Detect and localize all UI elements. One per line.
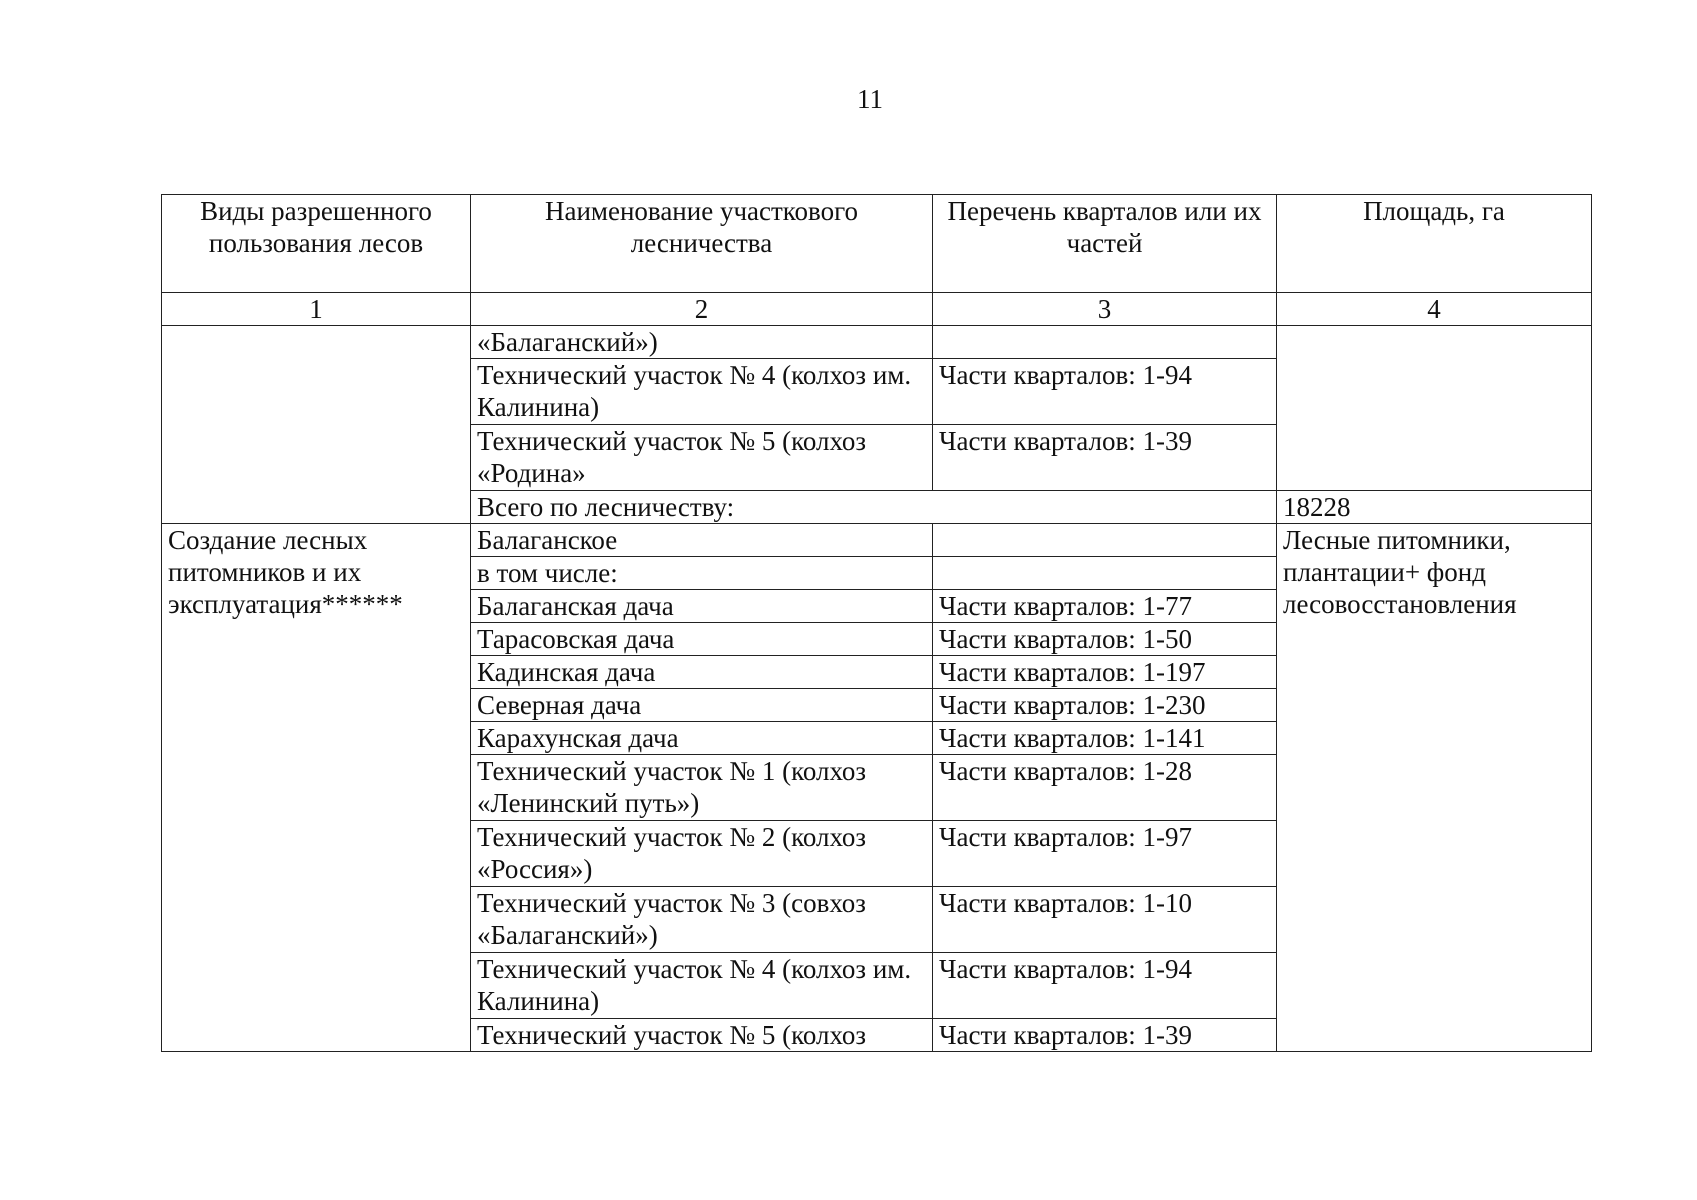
quarters-cell: Части кварталов: 1-50 — [933, 623, 1277, 656]
forestry-name-cell: Балаганская дача — [471, 590, 933, 623]
forestry-name-cell: Технический участок № 4 (колхоз им. Калинина) — [471, 359, 933, 425]
total-label: Всего по лесничеству: — [471, 491, 1277, 524]
forestry-name-cell: Технический участок № 1 (колхоз «Ленинский путь») — [471, 755, 933, 821]
header-area: Площадь, га — [1277, 195, 1592, 293]
quarters-cell — [933, 326, 1277, 359]
column-number: 1 — [162, 293, 471, 326]
forestry-name-cell: Балаганское — [471, 524, 933, 557]
header-quarters-list: Перечень кварталов или их частей — [933, 195, 1277, 293]
table-row — [162, 524, 1592, 557]
quarters-cell — [933, 524, 1277, 557]
forestry-name-cell: Технический участок № 5 (колхоз «Родина» — [471, 425, 933, 491]
forest-usage-table — [161, 194, 1592, 1052]
quarters-cell: Части кварталов: 1-77 — [933, 590, 1277, 623]
usage-type-cell-empty — [162, 326, 471, 524]
forestry-name-cell: Кадинская дача — [471, 656, 933, 689]
area-cell-empty — [1277, 326, 1592, 491]
forestry-name-cell: «Балаганский») — [471, 326, 933, 359]
table-row — [162, 326, 1592, 359]
usage-type-cell: Создание лесных питомников и их эксплуатация****** — [162, 524, 471, 1052]
quarters-cell: Части кварталов: 1-39 — [933, 1019, 1277, 1052]
quarters-cell — [933, 557, 1277, 590]
header-usage-type: Виды разрешенного пользования лесов — [162, 195, 471, 293]
total-value: 18228 — [1277, 491, 1592, 524]
quarters-cell: Части кварталов: 1-97 — [933, 821, 1277, 887]
quarters-cell: Части кварталов: 1-10 — [933, 887, 1277, 953]
quarters-cell: Части кварталов: 1-39 — [933, 425, 1277, 491]
forestry-name-cell: Технический участок № 2 (колхоз «Россия») — [471, 821, 933, 887]
column-number-row — [162, 293, 1592, 326]
forestry-name-cell: Технический участок № 5 (колхоз — [471, 1019, 933, 1052]
forestry-name-cell: Карахунская дача — [471, 722, 933, 755]
quarters-cell: Части кварталов: 1-94 — [933, 953, 1277, 1019]
quarters-cell: Части кварталов: 1-230 — [933, 689, 1277, 722]
forestry-name-cell: Северная дача — [471, 689, 933, 722]
quarters-cell: Части кварталов: 1-197 — [933, 656, 1277, 689]
area-note-cell: Лесные питомники, плантации+ фонд лесовосстановления — [1277, 524, 1592, 1052]
header-forestry-name: Наименование участкового лесничества — [471, 195, 933, 293]
column-number: 3 — [933, 293, 1277, 326]
forestry-name-cell: Технический участок № 3 (совхоз «Балаганский») — [471, 887, 933, 953]
quarters-cell: Части кварталов: 1-28 — [933, 755, 1277, 821]
quarters-cell: Части кварталов: 1-94 — [933, 359, 1277, 425]
column-number: 4 — [1277, 293, 1592, 326]
header-row — [162, 195, 1592, 293]
quarters-cell: Части кварталов: 1-141 — [933, 722, 1277, 755]
forestry-name-cell: в том числе: — [471, 557, 933, 590]
page-number: 11 — [857, 84, 883, 114]
forestry-name-cell: Технический участок № 4 (колхоз им. Калинина) — [471, 953, 933, 1019]
forestry-name-cell: Тарасовская дача — [471, 623, 933, 656]
column-number: 2 — [471, 293, 933, 326]
